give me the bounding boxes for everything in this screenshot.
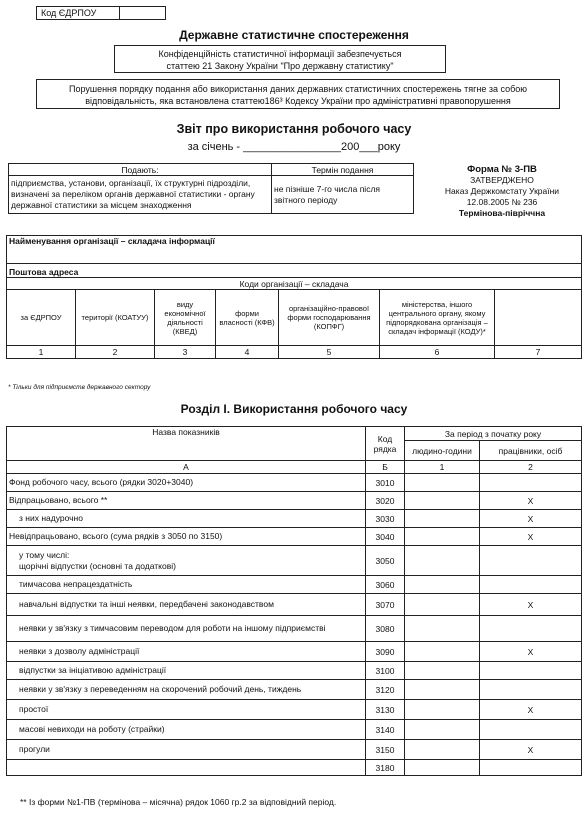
row-code: 3020 [366,492,405,510]
code-header-kfv: форми власності (КФВ) [216,290,279,346]
code-header-koatuu: території (КОАТУУ) [76,290,155,346]
row-code: 3130 [366,700,405,720]
row-name: Фонд робочого часу, всього (рядки 3020+3040) [7,474,366,492]
table-row [7,680,582,700]
table-row [7,576,582,594]
code-number-3: 3 [155,346,216,359]
main-footnote: ** Із форми №1-ПВ (термінова – місячна) рядок 1060 гр.2 за відповідний період. [20,797,337,807]
row-value-2[interactable] [480,616,582,642]
main-table [6,426,582,776]
row-name: тимчасова непрацездатність [7,576,366,594]
row-value-1[interactable] [405,616,480,642]
row-value-1[interactable] [405,680,480,700]
row-value-2[interactable]: Х [480,740,582,760]
row-value-1[interactable] [405,474,480,492]
table-row [7,662,582,680]
main-col-name-header: Назва показників [7,427,366,461]
form-number: Форма № 3-ПВ [467,164,537,175]
row-code: 3120 [366,680,405,700]
table-row [7,760,582,776]
report-title: Звіт про використання робочого часу [176,122,412,136]
edrpou-label: Код ЄДРПОУ [41,8,97,18]
row-code: 3140 [366,720,405,740]
org-address-label: Поштова адреса [7,264,582,278]
row-value-2[interactable] [480,680,582,700]
code-header-edrpou: за ЄДРПОУ [7,290,76,346]
row-name [7,760,366,776]
table-row [7,528,582,546]
row-code: 3150 [366,740,405,760]
row-value-2[interactable] [480,546,582,576]
row-name: Невідпрацьовано, всього (сума рядків з 3050 по 3150) [7,528,366,546]
table-row [7,510,582,528]
row-name: неявки у зв'язку з переведенням на скорочений робочий день, тиждень [7,680,366,700]
submission-table [8,163,414,214]
form-order: Наказ Держкомстату України [444,186,560,196]
row-value-1[interactable] [405,760,480,776]
code-header-empty [495,290,582,346]
row-code: 3030 [366,510,405,528]
row-code: 3100 [366,662,405,680]
row-value-2[interactable] [480,474,582,492]
submit-when-header: Термін подання [272,164,414,176]
row-name: у тому числі: щорічні відпустки (основні та додаткові) [7,546,366,576]
row-code: 3090 [366,642,405,662]
row-name: відпустки за ініціативою адміністрації [7,662,366,680]
main-num-2: 2 [480,461,582,474]
row-value-2[interactable]: Х [480,700,582,720]
confidentiality-line1: Конфіденційність статистичної інформації забезпечується [158,49,402,59]
main-letter-a: А [7,461,366,474]
row-code: 3050 [366,546,405,576]
main-col-persondays-header: людино-години [405,441,480,461]
code-header-kved: виду економічної діяльності (КВЕД) [155,290,216,346]
confidentiality-box [114,45,446,73]
row-name: прогули [7,740,366,760]
violation-line2: відповідальність, яка встановлена статтею186³ Кодексу України про адміністративні правопорушення [85,96,511,106]
confidentiality-line2: статтею 21 Закону України "Про державну статистику" [166,61,394,71]
row-value-2[interactable]: Х [480,528,582,546]
submit-when-text: не пізніше 7-го числа після звітного періоду [272,176,414,214]
section-title: Розділ І. Використання робочого часу [180,402,408,416]
table-row [7,720,582,740]
row-value-1[interactable] [405,576,480,594]
row-code: 3060 [366,576,405,594]
table-row [7,642,582,662]
table-row [7,492,582,510]
violation-box [36,79,560,109]
code-number-5: 5 [279,346,380,359]
main-col-workers-header: працівники, осіб [480,441,582,461]
row-code: 3010 [366,474,405,492]
main-col-code-header: Код рядка [366,427,405,461]
table-row [7,616,582,642]
organization-table [6,235,582,359]
row-name: неявки у зв'язку з тимчасовим переводом для роботи на іншому підприємстві [7,616,366,642]
row-value-2[interactable] [480,720,582,740]
row-value-2[interactable] [480,662,582,680]
table-row [7,546,582,576]
form-periodicity: Термінова-півріччна [458,208,546,218]
row-name: навчальні відпустки та інші неявки, передбачені законодавством [7,594,366,616]
edrpou-box [36,6,166,20]
row-value-1[interactable] [405,740,480,760]
row-value-1[interactable] [405,594,480,616]
row-value-1[interactable] [405,492,480,510]
row-name: з них надурочно [7,510,366,528]
code-number-2: 2 [76,346,155,359]
survey-title: Державне статистичне спостереження [179,28,409,42]
row-code: 3080 [366,616,405,642]
main-num-1: 1 [405,461,480,474]
form-info [420,164,584,219]
row-value-2[interactable]: Х [480,492,582,510]
row-value-2[interactable] [480,760,582,776]
row-value-1[interactable] [405,642,480,662]
submit-who-text: підприємства, установи, організації, їх структурні підрозділи, визначені за переліком органів державної статистики - органу державної статистики за місцем знаходження [9,176,272,214]
code-number-7: 7 [495,346,582,359]
table-row [7,740,582,760]
period-line: за січень - ________________200___року [187,141,401,153]
code-header-kodu: міністерства, іншого центрального органу, якому підпорядкована організація – складач інформації (КОДУ)* [380,290,495,346]
code-number-4: 4 [216,346,279,359]
row-value-2[interactable]: Х [480,510,582,528]
table-row [7,594,582,616]
table-row [7,700,582,720]
row-code: 3040 [366,528,405,546]
org-name-label: Найменування організації – складача інформації [7,236,582,264]
row-value-1[interactable] [405,510,480,528]
main-table-body [7,474,582,776]
code-header-kopfg: організаційно-правової форми господарювання (КОПФГ) [279,290,380,346]
code-number-1: 1 [7,346,76,359]
row-value-1[interactable] [405,700,480,720]
row-code: 3070 [366,594,405,616]
org-footnote: * Тільки для підприємств державного сектору [8,384,151,391]
main-col-period-header: За період з початку року [405,427,582,441]
row-value-1[interactable] [405,546,480,576]
row-value-2[interactable]: Х [480,642,582,662]
form-approved: ЗАТВЕРДЖЕНО [470,175,534,185]
row-value-1[interactable] [405,720,480,740]
row-name: масові невиходи на роботу (страйки) [7,720,366,740]
row-name: неявки з дозволу адміністрації [7,642,366,662]
table-row [7,474,582,492]
row-code: 3180 [366,760,405,776]
row-value-1[interactable] [405,528,480,546]
form-order-date: 12.08.2005 № 236 [466,197,538,207]
row-value-1[interactable] [405,662,480,680]
row-name: Відпрацьовано, всього ** [7,492,366,510]
submit-who-header: Подають: [9,164,272,176]
row-name: простої [7,700,366,720]
row-value-2[interactable] [480,576,582,594]
code-number-6: 6 [380,346,495,359]
violation-line1: Порушення порядку подання або використання даних державних статистичних спостережень тягне за собою [68,84,528,94]
row-value-2[interactable]: Х [480,594,582,616]
org-codes-title: Коди організації – складача [7,278,582,290]
main-letter-b: Б [366,461,405,474]
